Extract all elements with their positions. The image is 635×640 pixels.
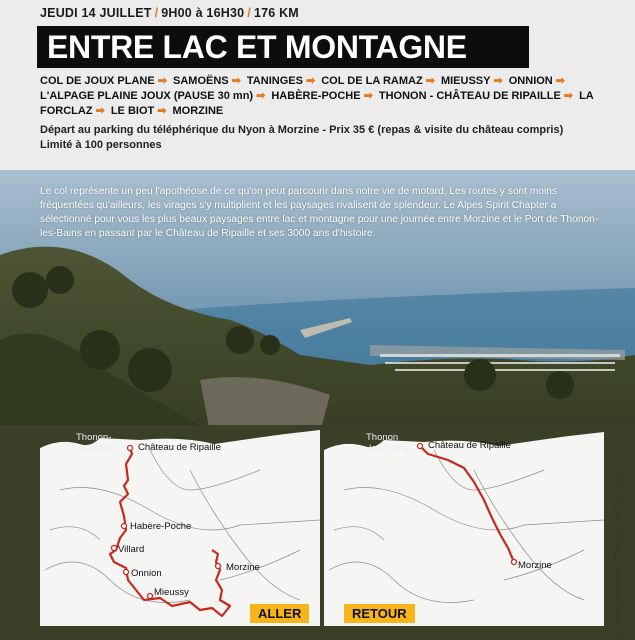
route-stop: LA FORCLAZ <box>40 90 594 117</box>
aller-badge: ALLER <box>250 604 309 623</box>
route-stop: COL DE JOUX PLANE <box>40 75 155 87</box>
map-label-chateau-de-ripaille: Château de Ripaille <box>428 440 511 451</box>
event-dateline <box>40 6 299 20</box>
capacity-limit: Limité à 100 personnes <box>40 139 162 151</box>
route-stop: MIEUSSY <box>440 75 491 87</box>
retour-map-drawing <box>324 430 604 626</box>
map-label-habere-poche: Habère-Poche <box>130 521 192 532</box>
header-panel <box>0 0 635 170</box>
retour-map <box>324 430 604 626</box>
route-stop: HABÈRE-POCHE <box>271 90 361 102</box>
route-stop: MORZINE <box>172 105 224 117</box>
event-hours: 9H00 à 16H30 <box>161 6 245 20</box>
route-stop: COL DE LA RAMAZ <box>321 75 423 87</box>
map-label-onnion: Onnion <box>131 568 162 579</box>
intro-text: Le col représente un peu l'apothéose de ce qu'on peut parcourir dans notre vie de motard. Les routes y sont moins fréquentées qu'ailleurs, les virages s'y multiplient et les paysages rivalisent de splendeur. Le Alpes Spirit Chapter a sélectionné pour vous les plus beaux paysages entre lac et montagne pour une journée entre Morzine et le Port de Thonon-les-Bains en passant par le Château de Ripaille et ses 3000 ans d'histoire. <box>40 186 599 239</box>
map-label-chateau-de-ripaille: Château de Ripaille <box>138 442 221 453</box>
map-label-mieussy: Mieussy <box>154 587 189 598</box>
page-title: ENTRE LAC ET MONTAGNE <box>47 29 467 65</box>
route-arrow-icon: ➡ <box>363 90 373 102</box>
map-label-morzine: Morzine <box>518 560 552 571</box>
route-stop: TANINGES <box>246 75 303 87</box>
route-stop: SAMOËNS <box>173 75 229 87</box>
map-label-thonon: Thonon- les-Bains <box>76 432 116 454</box>
route-arrow-icon: ➡ <box>157 75 167 87</box>
aller-map <box>40 430 320 626</box>
route-stop: ONNION <box>508 75 553 87</box>
event-info <box>40 123 563 153</box>
route-arrow-icon: ➡ <box>231 75 241 87</box>
retour-badge: RETOUR <box>344 604 415 623</box>
map-label-villard: Villard <box>118 544 145 555</box>
route-arrow-icon: ➡ <box>157 105 167 117</box>
photo-credit: Sémaphore Photographie / Office de tourisme de Thonon <box>614 475 621 640</box>
event-date: JEUDI 14 JUILLET <box>40 6 152 20</box>
route-arrow-icon: ➡ <box>95 105 105 117</box>
route-arrow-icon: ➡ <box>256 90 266 102</box>
separator: / <box>154 6 159 20</box>
title-bar <box>37 26 529 68</box>
route-arrow-icon: ➡ <box>425 75 435 87</box>
route-stop: LE BIOT <box>110 105 155 117</box>
route-stop: THONON - CHÂTEAU DE RIPAILLE <box>378 90 561 102</box>
route-list <box>40 74 600 119</box>
separator: / <box>247 6 251 20</box>
map-label-morzine: Morzine <box>226 562 260 573</box>
route-arrow-icon: ➡ <box>563 90 573 102</box>
route-arrow-icon: ➡ <box>493 75 503 87</box>
route-stop: L'ALPAGE PLAINE JOUX (PAUSE 30 mn) <box>40 90 254 102</box>
route-arrow-icon: ➡ <box>305 75 316 87</box>
route-arrow-icon: ➡ <box>555 75 565 87</box>
departure-info: Départ au parking du téléphérique du Nyon à Morzine - Prix 35 € (repas & visite du château compris) <box>40 124 564 136</box>
map-label-thonon: Thonon -les-Bains <box>366 432 409 454</box>
event-distance: 176 KM <box>253 6 299 20</box>
